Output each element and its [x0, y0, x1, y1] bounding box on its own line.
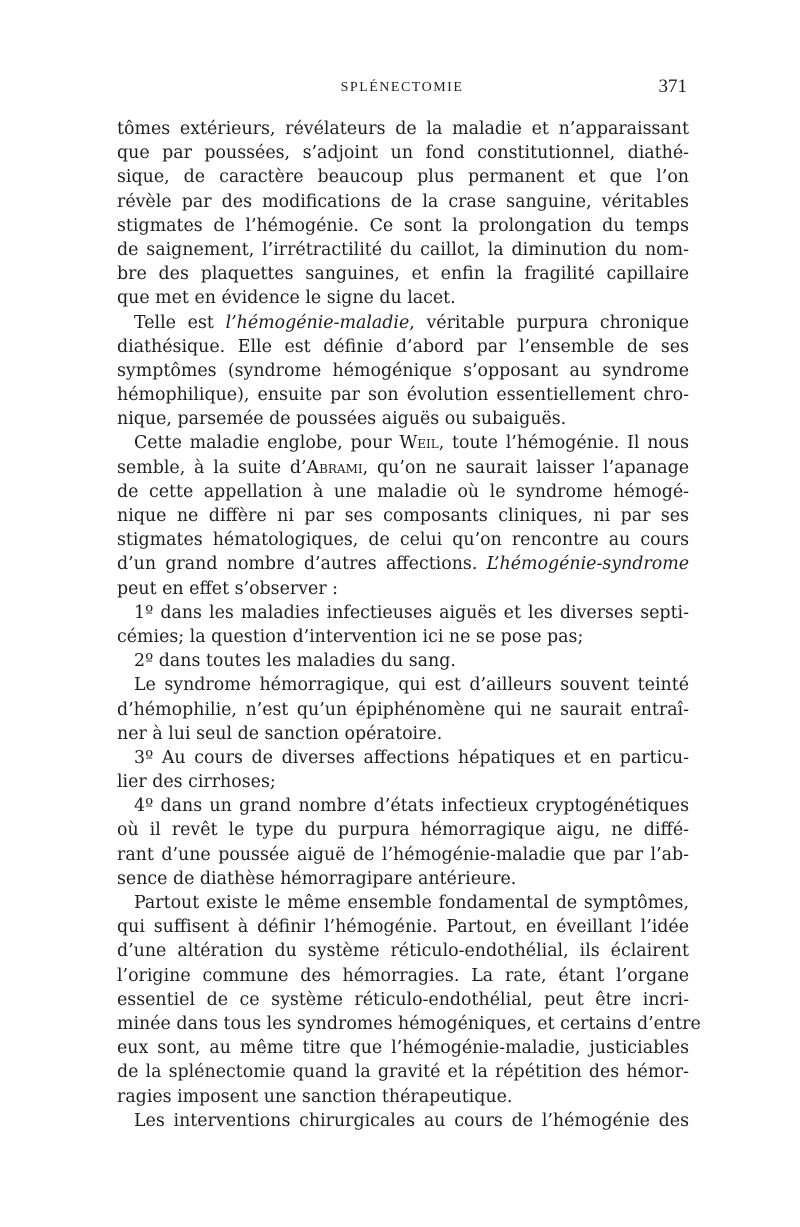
text-line: Partout existe le même ensemble fondamental de symptômes,: [134, 893, 689, 913]
text-run: semble, à la suite d’: [117, 457, 307, 478]
text-line: bre des plaquettes sanguines, et enfin la fragilité capillaire: [117, 264, 689, 285]
text-line: stigmates de l’hémogénie. Ce sont la prolongation du temps: [117, 215, 689, 236]
text-line: [117, 431, 689, 455]
text-line: minée dans tous les syndromes hémogéniques, et certains d’entre: [117, 1013, 701, 1034]
text-line: nique ne diffère ni par ses composants cliniques, ni par ses: [117, 506, 689, 526]
text-line: de cette appellation à une maladie où le syndrome hémogé-: [117, 481, 689, 502]
text-line: ragies imposent une sanction thérapeutique.: [117, 1086, 513, 1107]
text-line: essentiel de ce système réticulo-endothélial, peut être incri-: [117, 989, 689, 1010]
text-line: Les interventions chirurgicales au cours de l’hémogénie des: [134, 1110, 689, 1131]
text-run: Telle est: [134, 312, 226, 333]
text-line: révèle par des modifications de la crase sanguine, véritables: [117, 191, 689, 212]
list-item: 4º dans un grand nombre d’états infectieux cryptogénétiques: [134, 796, 689, 817]
page-number: 371: [658, 76, 687, 97]
text-line: [117, 456, 689, 480]
text-run: , véritable purpura chronique: [409, 312, 690, 333]
list-item: 1º dans les maladies infectieuses aiguës et les diverses septi-: [134, 602, 689, 623]
text-line: nique, parsemée de poussées aiguës ou subaiguës.: [117, 409, 567, 430]
running-title: SPLÉNECTOMIE: [340, 80, 464, 95]
author-name: Weil: [399, 433, 439, 454]
text-line: l’origine commune des hémorragies. La rate, étant l’organe: [117, 965, 689, 986]
text-line: sique, de caractère beaucoup plus permanent et que l’on: [117, 167, 689, 188]
text-line: stigmates hématologiques, de celui qu’on rencontre au cours: [117, 530, 689, 551]
text-line: que met en évidence le signe du lacet.: [117, 288, 456, 309]
text-line: eux sont, au même titre que l’hémogénie-maladie, justiciables: [117, 1038, 689, 1059]
text-line: de saignement, l’irrétractilité du caillot, la diminution du nom-: [117, 239, 689, 260]
text-line: rant d’une poussée aiguë de l’hémogénie-maladie que par l’ab-: [117, 844, 689, 865]
running-header: [117, 78, 687, 100]
text-line: cémies; la question d’intervention ici ne se pose pas;: [117, 626, 584, 647]
text-line: qui suffisent à définir l’hémogénie. Partout, en éveillant l’idée: [117, 917, 689, 938]
text-line: que par poussées, s’adjoint un fond constitutionnel, diathé-: [117, 143, 689, 164]
text-line: d’une altération du système réticulo-endothélial, ils éclairent: [117, 941, 689, 962]
text-line: symptômes (syndrome hémogénique s’opposant au syndrome: [117, 360, 689, 381]
text-line: où il revêt le type du purpura hémorragique aigu, ne diffé-: [117, 820, 689, 841]
text-line: peut en effet s’observer :: [117, 578, 339, 599]
text-line: diathésique. Elle est définie d’abord par l’ensemble de ses: [117, 336, 689, 357]
text-line: tômes extérieurs, révélateurs de la maladie et n’apparaissant: [117, 119, 689, 139]
text-run: d’un grand nombre d’autres affections.: [117, 554, 487, 575]
text-line: d’hémophilie, n’est qu’un épiphénomène qui ne saurait entraî-: [117, 699, 689, 720]
list-item: 2º dans toutes les maladies du sang.: [134, 651, 456, 672]
text-run: Cette maladie englobe, pour: [134, 433, 400, 454]
author-name: Abrami: [306, 457, 363, 478]
italic-term: l’hémogénie-maladie: [225, 312, 410, 333]
italic-term: L’hémogénie-syndrome: [486, 554, 689, 575]
body-text: [117, 117, 701, 1133]
text-run: , qu’on ne saurait laisser l’apanage: [362, 457, 689, 478]
list-item: 3º Au cours de diverses affections hépatiques et en particu-: [134, 747, 689, 768]
text-line: de la splénectomie quand la gravité et la répétition des hémor-: [117, 1062, 689, 1083]
text-line: ner à lui seul de sanction opératoire.: [117, 723, 443, 744]
text-line: sence de diathèse hémorragipare antérieure.: [117, 868, 517, 889]
text-line: lier des cirrhoses;: [117, 772, 276, 793]
text-line: [117, 311, 689, 335]
text-line: Le syndrome hémorragique, qui est d’ailleurs souvent teinté: [134, 675, 689, 696]
text-run: , toute l’hémogénie. Il nous: [438, 433, 689, 454]
text-line: [117, 552, 689, 576]
text-line: hémophilique), ensuite par son évolution essentiellement chro-: [117, 385, 689, 406]
